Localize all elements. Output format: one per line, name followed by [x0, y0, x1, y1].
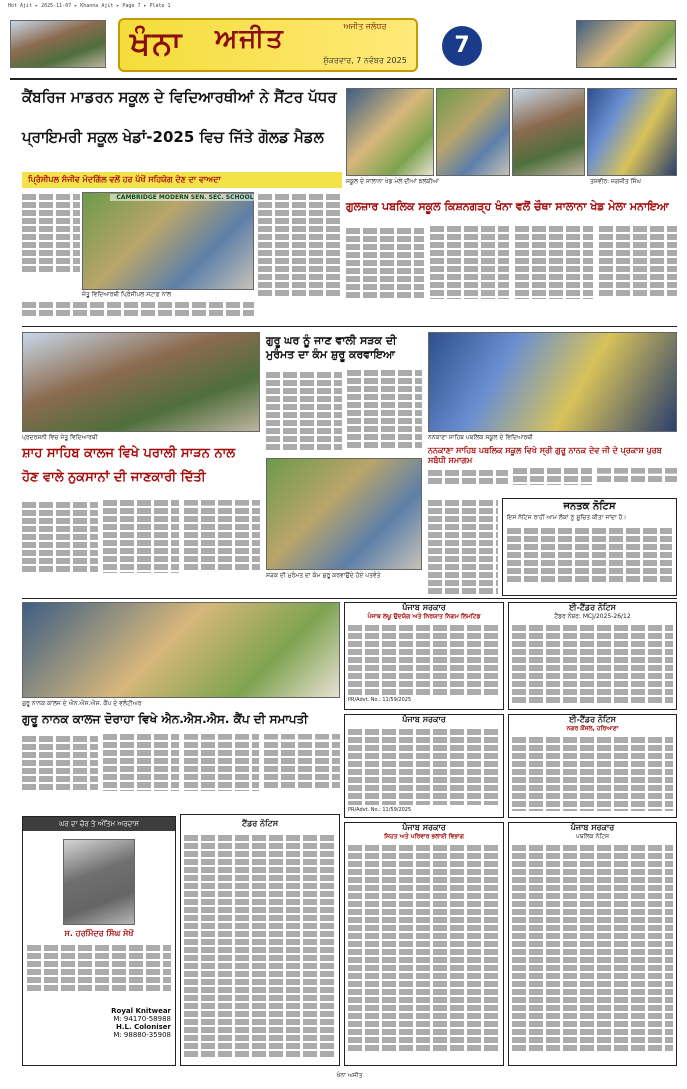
obituary-text	[27, 943, 171, 1003]
story4-headline-2: ਹੋਣ ਵਾਲੇ ਨੁਕਸਾਨਾਂ ਦੀ ਜਾਣਕਾਰੀ ਦਿੱਤੀ	[22, 470, 206, 485]
story1-text-col2	[258, 192, 342, 322]
story1-photo	[82, 192, 254, 290]
masthead-photo-left	[10, 20, 106, 68]
obituary-phone-2: M: 98880-35908	[113, 1031, 171, 1040]
page-number: 7	[442, 26, 482, 66]
tender-1-sub: ਪੰਜਾਬ ਲਘੂ ਉਦਯੋਗ ਅਤੇ ਨਿਰਯਾਤ ਨਿਗਮ ਲਿਮਟਿਡ	[367, 613, 481, 620]
story6-headline: ਗੁਰੂ ਨਾਨਕ ਕਾਲਜ ਦੋਰਾਹਾ ਵਿਖੇ ਐਨ.ਐਸ.ਐਸ. ਕੈਂਪ ਦੀ ਸਮਾਪਤੀ	[22, 712, 308, 726]
masthead	[10, 14, 677, 80]
story2-photo-2	[436, 88, 510, 176]
public-notice-box	[502, 498, 677, 596]
tender-3-title: ਪੰਜਾਬ ਸਰਕਾਰ	[402, 715, 446, 724]
tender-5-title: ਪੰਜਾਬ ਸਰਕਾਰ	[402, 823, 446, 832]
masthead-title-left: ਖੰਨਾ	[130, 24, 184, 62]
divider-2	[22, 598, 677, 599]
tender-mid-body	[184, 833, 336, 1059]
public-notice-title: ਜਨਤਕ ਨੋਟਿਸ	[563, 501, 616, 512]
story6-photo	[22, 602, 340, 698]
masthead-title-right: ਅਜੀਤ	[215, 24, 285, 54]
obituary-box	[22, 816, 176, 1066]
story5-text	[428, 468, 677, 496]
tender-4	[508, 714, 677, 818]
story4-text	[22, 500, 260, 596]
tender-3	[344, 714, 504, 818]
tender-4-title: ਈ-ਟੈਂਡਰ ਨੋਟਿਸ	[569, 715, 616, 724]
tender-5-body	[348, 843, 500, 1057]
tender-mid	[180, 814, 340, 1066]
story1-photo-banner: CAMBRIDGE MODERN SEN. SEC. SCHOOL	[110, 194, 260, 201]
story2-photo-3	[512, 88, 585, 176]
tender-6-sub: ਪਬਲਿਕ ਨੋਟਿਸ	[575, 833, 610, 840]
story2-text	[346, 226, 677, 322]
story3-caption: ਸੜਕ ਦੀ ਮੁਰੰਮਤ ਦਾ ਕੰਮ ਸ਼ੁਰੂ ਕਰਵਾਉਂਦੇ ਹੋਏ ਪਤਵੰਤੇ	[266, 572, 381, 579]
tender-mid-title: ਟੈਂਡਰ ਨੋਟਿਸ	[241, 819, 279, 828]
story6-text	[22, 734, 340, 810]
masthead-subtitle: ਅਜੀਤ ਜਲੰਧਰ	[343, 22, 387, 31]
obituary-phone-1: M: 94170-58988	[113, 1015, 171, 1024]
tender-1-title: ਪੰਜਾਬ ਸਰਕਾਰ	[402, 603, 446, 612]
tender-5	[344, 822, 504, 1066]
story2-caption: ਸਕੂਲ ਦੇ ਸਾਲਾਨਾ ਖੇਡ ਮੇਲੇ ਦੀਆਂ ਝਲਕੀਆਂ	[346, 178, 439, 185]
notice-left-text	[428, 498, 498, 596]
obituary-firm-2: H.L. Coloniser	[116, 1023, 171, 1032]
story1-headline-1: ਕੈਂਬਰਿਜ ਮਾਡਰਨ ਸਕੂਲ ਦੇ ਵਿਦਿਆਰਥੀਆਂ ਨੇ ਸੈਂਟਰ ਪੱਧਰ	[22, 88, 337, 106]
tender-1-body	[348, 623, 500, 695]
obituary-photo	[63, 839, 135, 925]
story1-headline-2: ਪ੍ਰਾਇਮਰੀ ਸਕੂਲ ਖੇਡਾਂ-2025 ਵਿਚ ਜਿੱਤੇ ਗੋਲਡ ਮੈਡਲ	[22, 128, 324, 146]
story5-photo	[428, 332, 677, 432]
tender-4-sub: ਨਗਰ ਕੌਂਸਲ, ਹਰਿਆਣਾ	[566, 725, 619, 732]
story4-photo	[22, 332, 260, 432]
story6-caption: ਗੁਰੂ ਨਾਨਕ ਕਾਲਜ ਦੇ ਐਨ.ਐਸ.ਐਸ. ਕੈਂਪ ਦੇ ਵਲੰਟੀਅਰ	[22, 700, 142, 707]
obituary-firm-1: Royal Knitwear	[111, 1007, 171, 1016]
masthead-photo-right	[576, 20, 676, 68]
story1-text-col1	[22, 192, 80, 290]
story1-caption: ਜੇਤੂ ਵਿਦਿਆਰਥੀ ਪ੍ਰਿੰਸੀਪਲ ਸਟਾਫ਼ ਨਾਲ	[82, 291, 172, 298]
story2-headline: ਗੁਲਜ਼ਾਰ ਪਬਲਿਕ ਸਕੂਲ ਕਿਸ਼ਨਗੜ੍ਹ ਖੰਨਾ ਵਲੋਂ ਚੌਥਾ ਸਾਲਾਨਾ ਖੇਡ ਮੇਲਾ ਮਨਾਇਆ	[346, 200, 669, 213]
obituary-name: ਸ. ਹਰਮਿੰਦਰ ਸਿੰਘ ਸੇਖੋਂ	[64, 929, 134, 938]
tender-6-title: ਪੰਜਾਬ ਸਰਕਾਰ	[570, 823, 615, 832]
tender-2	[508, 602, 677, 710]
tender-1-footer: PR/Advt. No.: 11/59/2025	[348, 696, 412, 703]
tender-2-body	[512, 623, 673, 703]
public-notice-text: ਇਸ ਨੋਟਿਸ ਰਾਹੀਂ ਆਮ ਲੋਕਾਂ ਨੂੰ ਸੂਚਿਤ ਕੀਤਾ ਜਾਂਦਾ ਹੈ।	[507, 514, 627, 521]
story1-subhead: ਪ੍ਰਿੰਸੀਪਲ ਸੰਜੀਵ ਮੋਦਗਿੱਲ ਵਲੋਂ ਹਰ ਪੱਖੋਂ ਸਹਿਯੋਗ ਦੇਣ ਦਾ ਵਾਅਦਾ	[28, 175, 221, 184]
story5-headline: ਨਨਕਾਣਾ ਸਾਹਿਬ ਪਬਲਿਕ ਸਕੂਲ ਵਿਖੇ ਸ੍ਰੀ ਗੁਰੂ ਨਾਨਕ ਦੇਵ ਜੀ ਦੇ ਪ੍ਰਕਾਸ਼ ਪੁਰਬ ਸਬੰਧੀ ਸਮਾਗਮ	[428, 446, 662, 466]
story2-photo-4	[587, 88, 677, 176]
story2-photo-credit: ਤਸਵੀਰ: ਜਗਜੀਤ ਸਿੰਘ	[590, 178, 642, 185]
story3-headline: ਗੁਰੂ ਘਰ ਨੂੰ ਜਾਣ ਵਾਲੀ ਸੜਕ ਦੀ ਮੁਰੰਮਤ ਦਾ ਕੰਮ ਸ਼ੁਰੂ ਕਰਵਾਇਆ	[266, 334, 397, 361]
tender-6-body	[512, 843, 673, 1057]
public-notice-body	[507, 526, 672, 586]
tender-5-sub: ਸਿਹਤ ਅਤੇ ਪਰਿਵਾਰ ਭਲਾਈ ਵਿਭਾਗ	[384, 833, 464, 840]
story4-headline-1: ਸ਼ਾਹ ਸਾਹਿਬ ਕਾਲਜ ਵਿਖੇ ਪਰਾਲੀ ਸਾੜਨ ਨਾਲ	[22, 446, 236, 461]
page-footer: ਖੰਨਾ ਅਜੀਤ	[336, 1072, 363, 1079]
tender-2-title: ਈ-ਟੈਂਡਰ ਨੋਟਿਸ	[569, 603, 616, 612]
tender-3-footer: PR/Advt. No.: 11/59/2025	[348, 807, 412, 813]
story2-photo-1	[346, 88, 434, 176]
tender-6	[508, 822, 677, 1066]
divider-1	[22, 326, 677, 327]
print-slug: Hot Ajit ▸ 2025-11-07 ▸ Khanna Ajit ▸ Page 7 ▸ Plate 1	[8, 3, 171, 9]
tender-4-body	[512, 735, 673, 811]
story5-caption: ਨਨਕਾਣਾ ਸਾਹਿਬ ਪਬਲਿਕ ਸਕੂਲ ਦੇ ਵਿਦਿਆਰਥੀ	[428, 434, 533, 441]
masthead-date: ਸ਼ੁੱਕਰਵਾਰ, 7 ਨਵੰਬਰ 2025	[323, 56, 407, 65]
obituary-banner: ਘਰ ਦਾ ਚੋਰ ਤੇ ਅੰਤਿਮ ਅਰਦਾਸ	[23, 817, 175, 831]
story4-caption: ਪ੍ਰਦਰਸ਼ਨੀ ਵਿਚ ਜੇਤੂ ਵਿਦਿਆਰਥੀ	[22, 434, 98, 441]
story3-text	[266, 370, 422, 454]
story1-text-bottom	[22, 300, 254, 322]
tender-2-sub: ਟੈਂਡਰ ਨੰਬਰ: MCJ/2025-26/12	[554, 613, 631, 620]
tender-3-body	[348, 727, 500, 805]
story3-photo	[266, 458, 422, 570]
tender-1	[344, 602, 504, 710]
